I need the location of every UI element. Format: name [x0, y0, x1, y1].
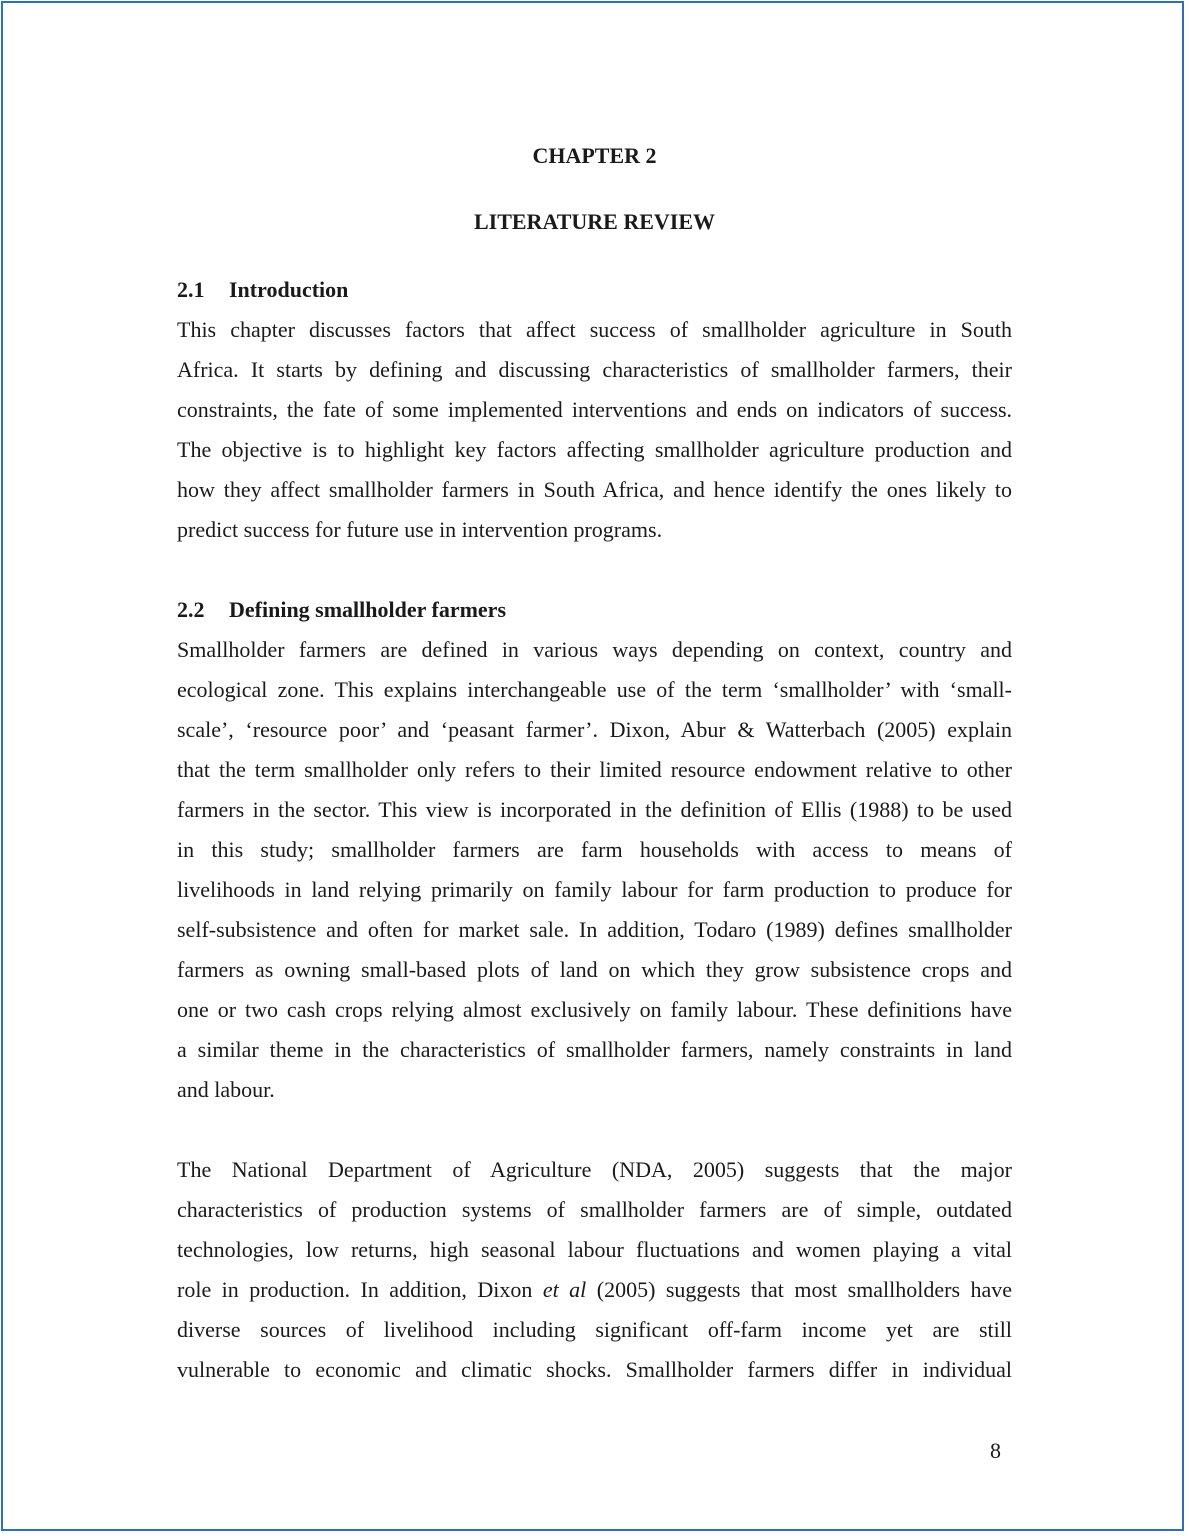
text-line: The National Department of Agriculture (NDA, 2005) suggests that the major	[177, 1157, 1012, 1182]
section-heading-defining-smallholder-farmers	[177, 596, 506, 624]
text-line: characteristics of production systems of smallholder farmers are of simple, outdated	[177, 1197, 1012, 1222]
chapter-number: CHAPTER 2	[532, 143, 657, 168]
characteristics-paragraph	[177, 1150, 1012, 1390]
text-line: vulnerable to economic and climatic shocks. Smallholder farmers differ in individual	[177, 1357, 1012, 1382]
text-line: scale’, ‘resource poor’ and ‘peasant farmer’. Dixon, Abur & Watterbach (2005) explain	[177, 717, 1012, 742]
text-line: predict success for future use in intervention programs.	[177, 517, 663, 542]
text-line: technologies, low returns, high seasonal labour fluctuations and women playing a vital	[177, 1237, 1012, 1262]
text-line: farmers in the sector. This view is incorporated in the definition of Ellis (1988) to be used	[177, 797, 1012, 822]
definition-paragraph	[177, 630, 1012, 1110]
introduction-paragraph	[177, 310, 1012, 550]
section-title: Defining smallholder farmers	[229, 597, 507, 622]
text-line: a similar theme in the characteristics of smallholder farmers, namely constraints in land	[177, 1037, 1012, 1062]
text-line: and labour.	[177, 1077, 275, 1102]
text-line: constraints, the fate of some implemented interventions and ends on indicators of success.	[177, 397, 1012, 422]
section-number: 2.1	[177, 277, 205, 302]
text-line: This chapter discusses factors that affect success of smallholder agriculture in South	[177, 317, 1012, 342]
text-line: Smallholder farmers are defined in various ways depending on context, country and	[177, 637, 1012, 662]
chapter-title: LITERATURE REVIEW	[473, 209, 716, 234]
section-title: Introduction	[229, 277, 349, 302]
italic-citation: et al	[542, 1277, 587, 1302]
text-line: one or two cash crops relying almost exclusively on family labour. These definitions have	[177, 997, 1012, 1022]
text-line: self-subsistence and often for market sale. In addition, Todaro (1989) defines smallholder	[177, 917, 1012, 942]
text-line: that the term smallholder only refers to their limited resource endowment relative to other	[177, 757, 1012, 782]
text-line: The objective is to highlight key factors affecting smallholder agriculture production and	[177, 437, 1012, 462]
text-line: livelihoods in land relying primarily on family labour for farm production to produce for	[177, 877, 1012, 902]
text-line: diverse sources of livelihood including significant off-farm income yet are still	[177, 1317, 1012, 1342]
text-line: how they affect smallholder farmers in South Africa, and hence identify the ones likely to	[177, 477, 1012, 502]
text-segment: role in production. In addition, Dixon	[177, 1277, 543, 1302]
text-segment: (2005) suggests that most smallholders have	[586, 1277, 1012, 1302]
text-line: ecological zone. This explains interchangeable use of the term ‘smallholder’ with ‘small-	[177, 677, 1012, 702]
text-line: Africa. It starts by defining and discussing characteristics of smallholder farmers, their	[177, 357, 1012, 382]
page-number: 8	[990, 1438, 1001, 1463]
text-line	[177, 1270, 1012, 1310]
section-heading-introduction	[177, 276, 348, 304]
section-number: 2.2	[177, 597, 205, 622]
text-line: in this study; smallholder farmers are farm households with access to means of	[177, 837, 1012, 862]
text-line: farmers as owning small-based plots of land on which they grow subsistence crops and	[177, 957, 1012, 982]
